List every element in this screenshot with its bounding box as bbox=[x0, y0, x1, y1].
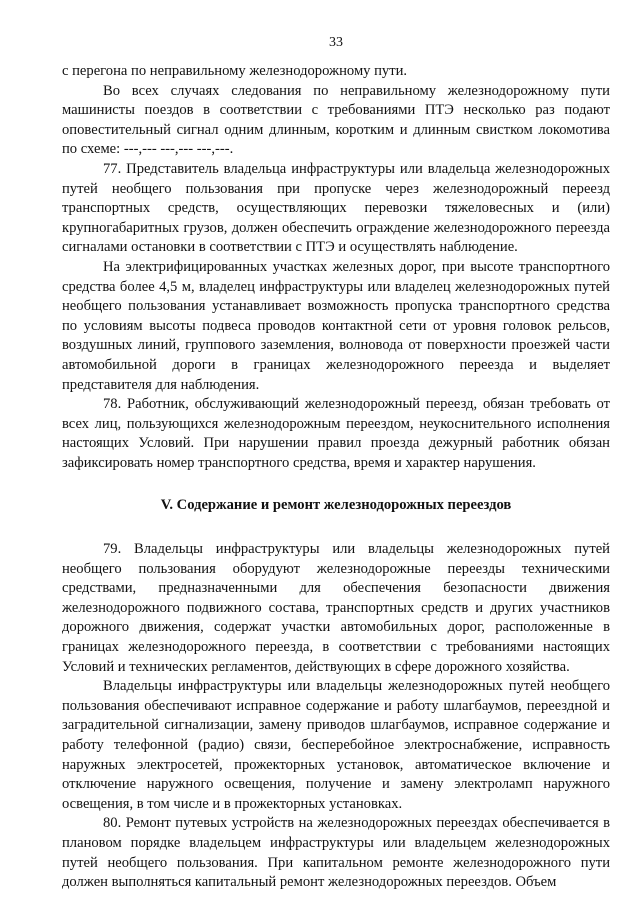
paragraph: 78. Работник, обслуживающий железнодорожный переезд, обязан требовать от всех лиц, пользующихся железнодорожным переездом, неукоснительного исполнения настоящих Условий. При нарушении правил проезда дежурный работник обязан зафиксировать номер транспортного средства, время и характер нарушения. bbox=[62, 396, 610, 471]
paragraph: Владельцы инфраструктуры или владельцы железнодорожных путей необщего пользования обеспечивают исправное содержание и работу шлагбаумов, переездной и заградительной сигнализации, замену приводов шлагбаумов, исправное содержание и работу телефонной (радио) связи, бесперебойное электроснабжение, исправность наружных электросетей, прожекторных установок, автоматическое включение и отключение наружного освещения, получение и замену электроламп наружного освещения, в том числе и в прожекторных установках. bbox=[62, 678, 610, 812]
paragraph: Во всех случаях следования по неправильному железнодорожному пути машинисты поездов в соответствии с требованиями ПТЭ несколько раз подают оповестительный сигнал одним длинным, коротким и длинным свистком локомотива по схеме: ---,--- ---,--- ---,---. bbox=[62, 82, 610, 158]
paragraph: На электрифицированных участках железных дорог, при высоте транспортного средства более 4,5 м, владелец инфраструктуры или владелец железнодорожных путей необщего пользования устанавливает возможность пропуска транспортного средства по условиям высоты подвеса проводов контактной сети от уровня головок рельсов, воздушных линий, группового заземления, волновода от поверхности проезжей части автомобильной дороги в границах железнодорожного переезда и выделяет представителя для наблюдения. bbox=[62, 258, 610, 393]
paragraph: 79. Владельцы инфраструктуры или владельцы железнодорожных путей необщего пользования оборудуют железнодорожные переезды техническими средствами, предназначенными для обеспечения безопасности движения железнодорожного подвижного состава, транспортных средств и других участников дорожного движения, содержат участки автомобильных дорог, расположенные в границах железнодорожного переезда, в соответствии с требованиями настоящих Условий и технических регламентов, действующих в сфере дорожного хозяйства. bbox=[62, 541, 610, 675]
text-block-before bbox=[62, 62, 610, 473]
paragraph: 77. Представитель владельца инфраструктуры или владельца железнодорожных путей необщего пользования при пропуске через железнодорожный переезд транспортных средств, осуществляющих перевозки тяжеловесных и (или) крупногабаритных грузов, должен обеспечить ограждение железнодорожного переезда сигналами остановки в соответствии с ПТЭ и осуществлять наблюдение. bbox=[62, 160, 610, 256]
page-number: 33 bbox=[329, 35, 343, 50]
text-block-after bbox=[62, 540, 610, 893]
paragraph: 80. Ремонт путевых устройств на железнодорожных переездах обеспечивается в плановом порядке владельцем инфраструктуры или владельцем железнодорожных путей необщего пользования. При капитальном ремонте железнодорожного пути должен выполняться капитальный ремонт железнодорожных переездов. Объем bbox=[62, 815, 610, 891]
section-heading: V. Содержание и ремонт железнодорожных переездов bbox=[160, 497, 512, 514]
document-page bbox=[62, 34, 610, 893]
paragraph: с перегона по неправильному железнодорожному пути. bbox=[62, 63, 408, 79]
